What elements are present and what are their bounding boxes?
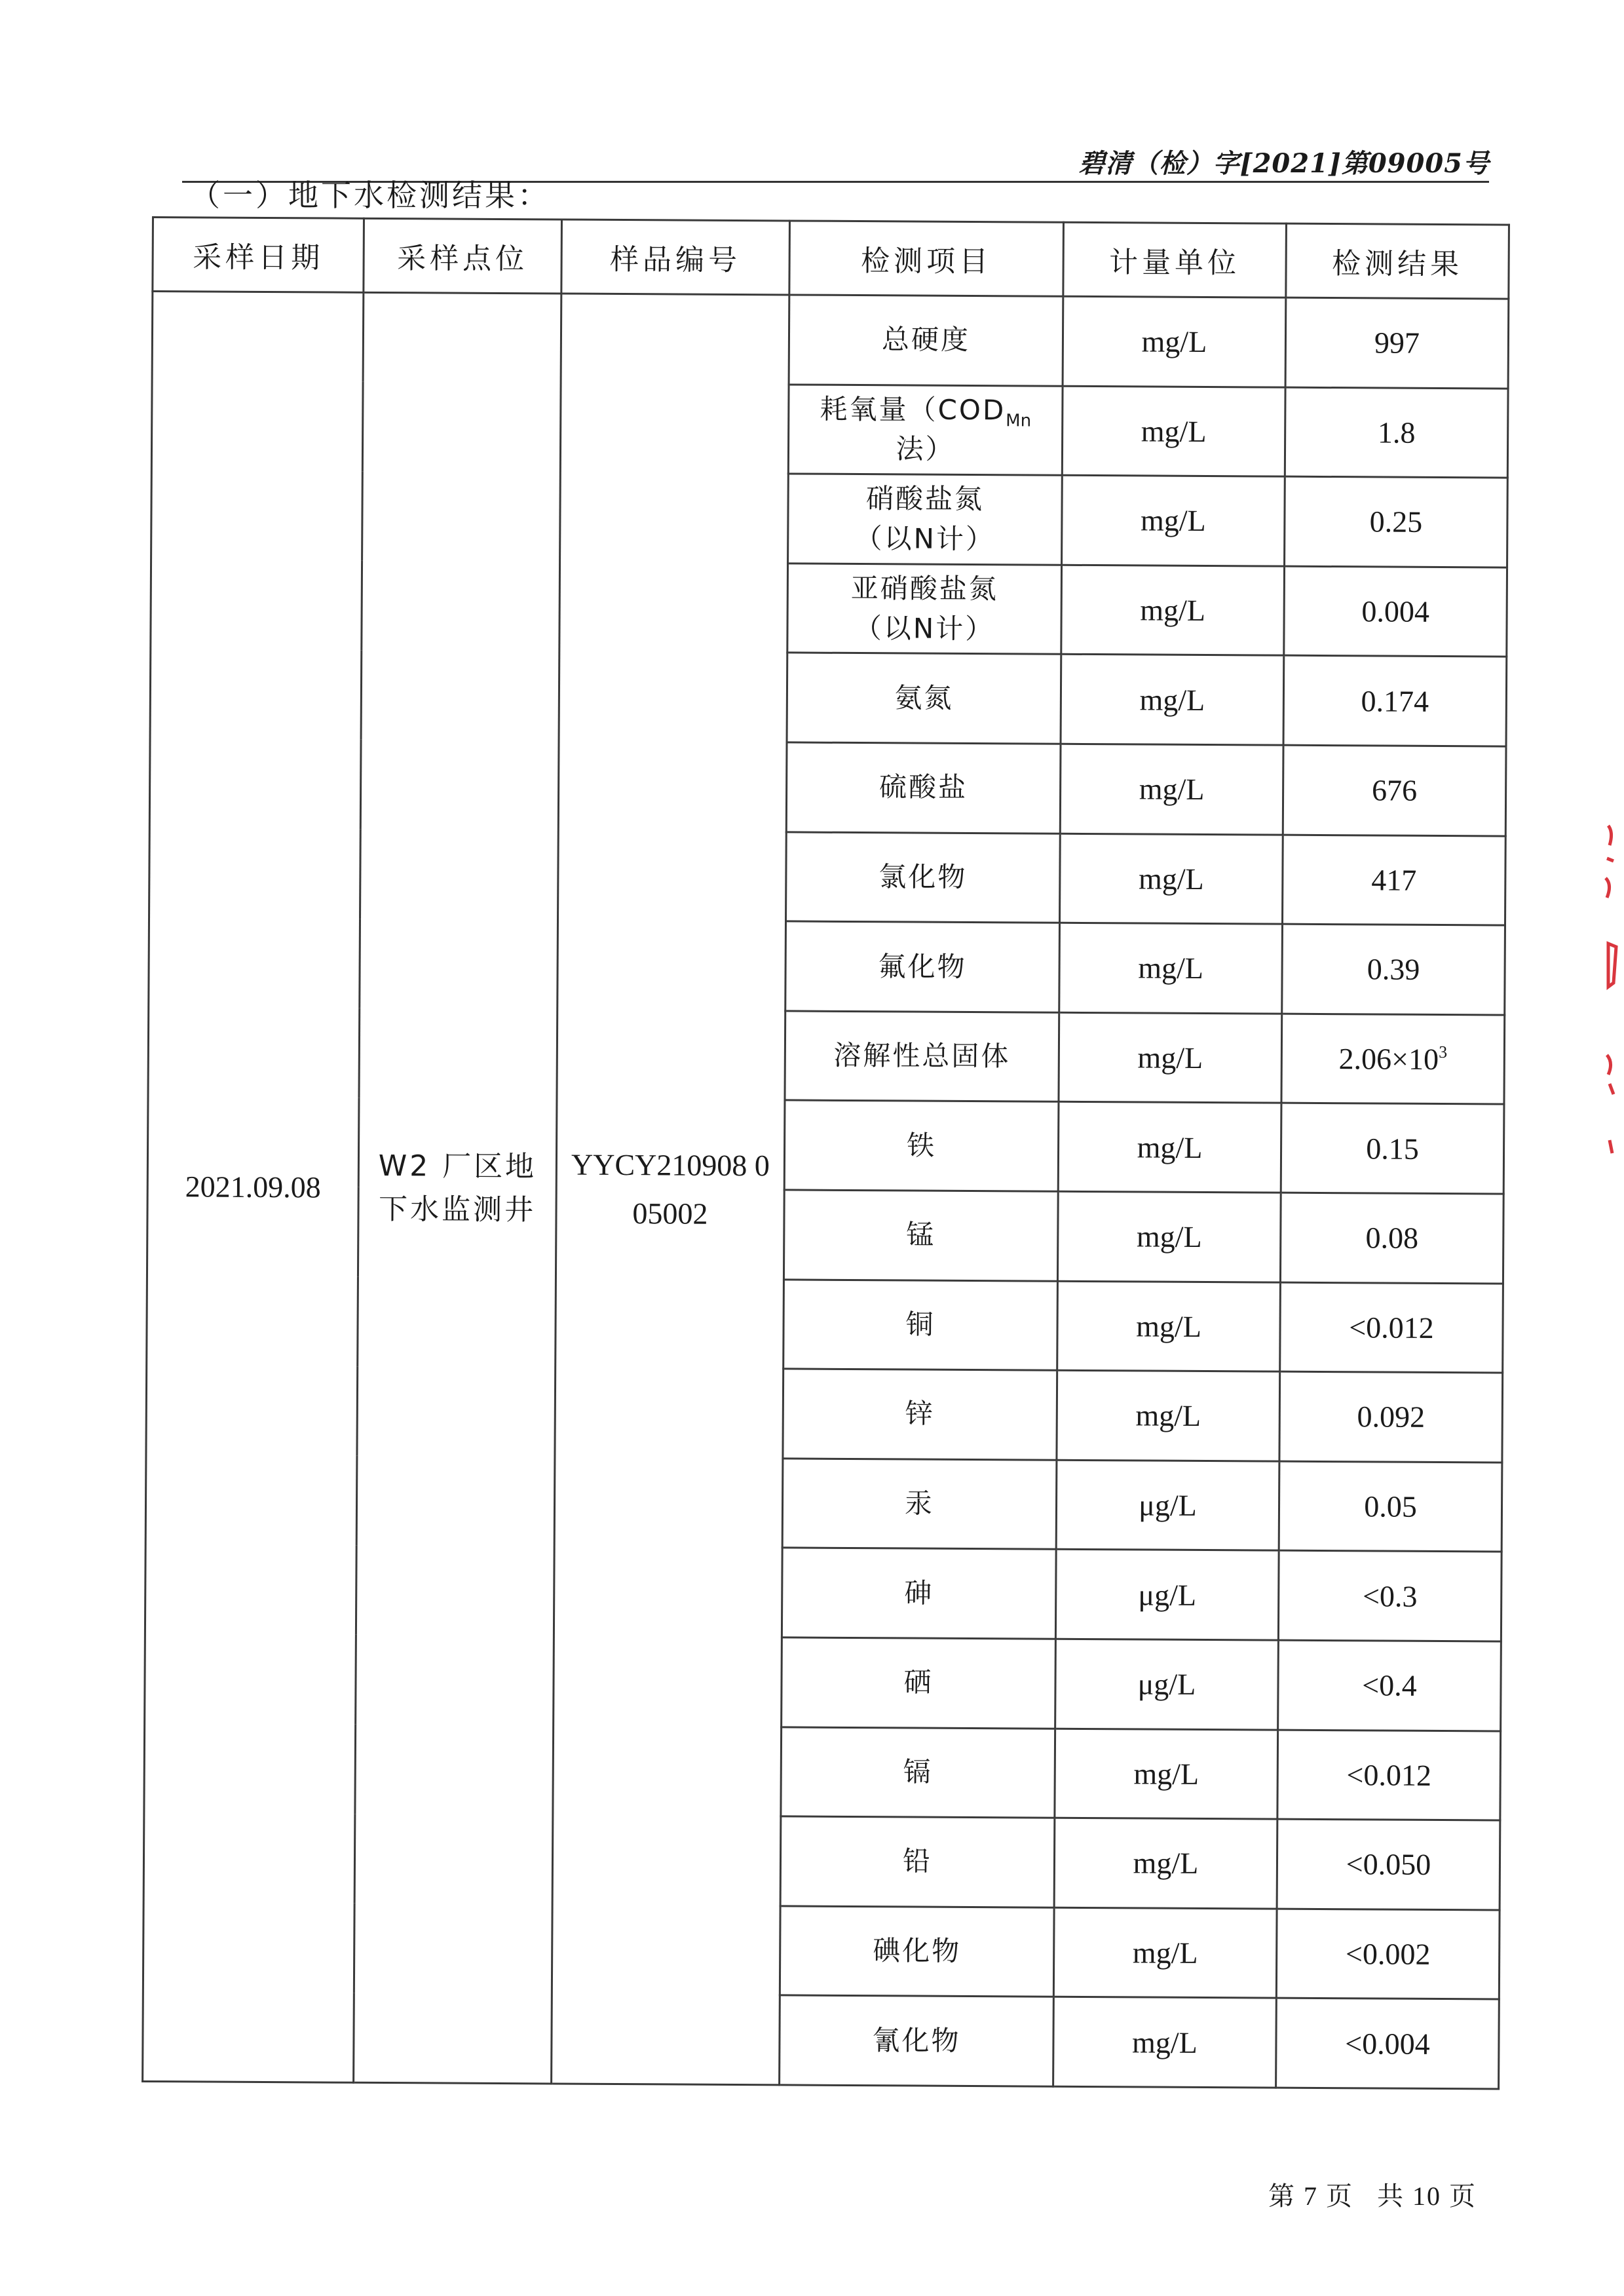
result-value: 2.06×10 — [1338, 1042, 1439, 1077]
result-exponent: 3 — [1439, 1043, 1448, 1062]
total-label: 共 — [1377, 2181, 1405, 2211]
item-label: 碘化物 — [873, 1934, 962, 1967]
item-cell — [785, 921, 1060, 1012]
result-value: 417 — [1371, 863, 1417, 897]
result-cell — [1277, 1730, 1501, 1820]
item-label: 氨氮 — [894, 681, 954, 714]
unit-cell: mg/L — [1054, 1818, 1277, 1908]
total-unit: 页 — [1449, 2181, 1477, 2211]
result-value: 0.15 — [1366, 1132, 1419, 1166]
result-cell — [1278, 1640, 1501, 1731]
unit-cell: mg/L — [1053, 1907, 1277, 1998]
item-cell — [783, 1369, 1057, 1460]
result-cell — [1276, 1909, 1500, 1999]
item-label: 铜 — [905, 1308, 935, 1341]
result-value: 0.092 — [1357, 1400, 1426, 1434]
unit-cell: mg/L — [1060, 744, 1283, 834]
report-code: 碧清（检）字[2021]第09005号 — [1078, 148, 1490, 179]
page-unit: 页 — [1326, 2181, 1353, 2211]
result-cell — [1277, 1819, 1500, 1909]
result-cell — [1283, 745, 1506, 835]
result-value: <0.050 — [1346, 1847, 1431, 1882]
item-label: 亚硝酸盐氮 — [850, 571, 998, 605]
item-label: 氯化物 — [878, 860, 968, 893]
item-label-line2: （以N计） — [854, 611, 995, 645]
result-cell — [1276, 1998, 1500, 2089]
unit-cell: μg/L — [1055, 1550, 1279, 1640]
item-cell — [782, 1548, 1056, 1639]
result-cell — [1282, 924, 1505, 1014]
item-cell — [780, 1816, 1055, 1907]
result-value: 997 — [1374, 326, 1420, 360]
item-cell — [780, 1995, 1054, 2086]
item-cell — [786, 742, 1061, 833]
col-header-unit: 计量单位 — [1063, 222, 1287, 297]
unit-cell: mg/L — [1057, 1281, 1281, 1371]
item-label-tail: 法） — [896, 432, 955, 466]
sample-id-cell: YYCY210908 005002 — [552, 294, 789, 2085]
item-cell — [787, 653, 1061, 744]
result-value: 676 — [1371, 773, 1418, 808]
item-label: 硝酸盐氮 — [865, 482, 985, 516]
result-cell — [1284, 566, 1507, 657]
item-cell — [788, 474, 1063, 565]
item-cell — [787, 564, 1062, 655]
unit-cell: mg/L — [1053, 1997, 1277, 2088]
item-cell — [789, 295, 1063, 386]
item-label: 耗氧量（COD — [820, 392, 1006, 426]
unit-cell: mg/L — [1062, 386, 1285, 476]
item-cell — [782, 1637, 1056, 1729]
result-cell — [1279, 1461, 1502, 1552]
unit-cell: μg/L — [1056, 1460, 1279, 1550]
result-cell — [1278, 1550, 1501, 1641]
result-value: 0.004 — [1361, 594, 1430, 628]
section-title: （一）地下水检测结果： — [190, 178, 550, 213]
item-label: 镉 — [903, 1755, 933, 1788]
result-value: 0.174 — [1361, 683, 1429, 718]
col-header-item: 检测项目 — [789, 221, 1064, 296]
item-label-line2: （以N计） — [854, 522, 996, 556]
col-header-site: 采样点位 — [364, 218, 562, 294]
col-header-sample-id: 样品编号 — [561, 220, 790, 295]
sampling-site-cell: W2 厂区地下水监测井 — [354, 292, 561, 2084]
unit-cell: mg/L — [1059, 833, 1283, 924]
result-cell — [1281, 1014, 1505, 1104]
result-value: 0.08 — [1365, 1221, 1419, 1255]
page-footer — [1264, 2175, 1481, 2213]
unit-cell: mg/L — [1062, 475, 1285, 565]
item-label: 硫酸盐 — [879, 771, 968, 804]
col-header-date: 采样日期 — [153, 218, 364, 293]
result-cell — [1283, 656, 1507, 746]
result-value: 1.8 — [1377, 415, 1416, 450]
item-cell — [781, 1727, 1055, 1818]
result-value: <0.012 — [1346, 1758, 1432, 1792]
col-header-result: 检测结果 — [1286, 223, 1509, 299]
unit-cell: mg/L — [1061, 565, 1285, 655]
item-label: 铁 — [906, 1129, 937, 1162]
item-label: 砷 — [904, 1577, 934, 1609]
result-value: <0.012 — [1349, 1311, 1434, 1345]
page-current: 7 — [1304, 2181, 1318, 2211]
result-value: 0.39 — [1367, 952, 1420, 987]
table-row — [152, 292, 1509, 389]
result-value: 0.25 — [1369, 505, 1423, 539]
result-value: <0.3 — [1362, 1578, 1418, 1613]
result-value: <0.4 — [1362, 1668, 1417, 1703]
result-cell — [1285, 476, 1508, 567]
unit-cell: mg/L — [1059, 1012, 1282, 1103]
item-subscript: Mn — [1006, 410, 1032, 431]
item-label: 溶解性总固体 — [833, 1039, 1011, 1073]
item-label: 硒 — [903, 1666, 934, 1698]
item-label: 总硬度 — [881, 323, 971, 356]
result-value: 0.05 — [1364, 1489, 1417, 1523]
item-cell — [786, 832, 1061, 923]
item-cell — [784, 1100, 1059, 1191]
item-cell — [782, 1459, 1057, 1550]
item-label: 锰 — [906, 1218, 936, 1251]
unit-cell: mg/L — [1059, 923, 1283, 1013]
results-table — [142, 216, 1510, 2090]
unit-cell: mg/L — [1063, 296, 1286, 387]
page-label: 第 — [1268, 2181, 1296, 2211]
item-cell — [784, 1190, 1058, 1281]
result-cell — [1280, 1282, 1503, 1373]
item-cell — [784, 1279, 1058, 1370]
unit-cell: mg/L — [1057, 1370, 1280, 1461]
item-label: 铅 — [902, 1845, 933, 1878]
result-cell — [1281, 1103, 1504, 1193]
unit-cell: μg/L — [1055, 1639, 1279, 1729]
sampling-date-cell: 2021.09.08 — [143, 292, 364, 2083]
unit-cell: mg/L — [1055, 1729, 1278, 1819]
page-total: 10 — [1412, 2181, 1441, 2211]
item-label: 锌 — [905, 1397, 935, 1430]
result-value: <0.002 — [1345, 1937, 1431, 1971]
unit-cell: mg/L — [1058, 1102, 1281, 1193]
item-label: 氰化物 — [872, 2023, 961, 2057]
result-cell — [1280, 1193, 1503, 1283]
result-value: <0.004 — [1345, 2026, 1430, 2061]
unit-cell: mg/L — [1057, 1191, 1281, 1282]
item-cell — [780, 1906, 1054, 1997]
item-label: 氟化物 — [878, 949, 967, 983]
seal-stamp-edge — [1594, 819, 1620, 1160]
result-cell — [1279, 1371, 1503, 1462]
result-cell — [1285, 387, 1508, 478]
result-cell — [1285, 297, 1509, 388]
table-header-row — [153, 218, 1509, 299]
item-cell — [788, 385, 1063, 476]
result-cell — [1282, 835, 1505, 925]
item-label: 汞 — [904, 1487, 935, 1520]
item-cell — [785, 1011, 1059, 1102]
unit-cell: mg/L — [1061, 655, 1284, 745]
